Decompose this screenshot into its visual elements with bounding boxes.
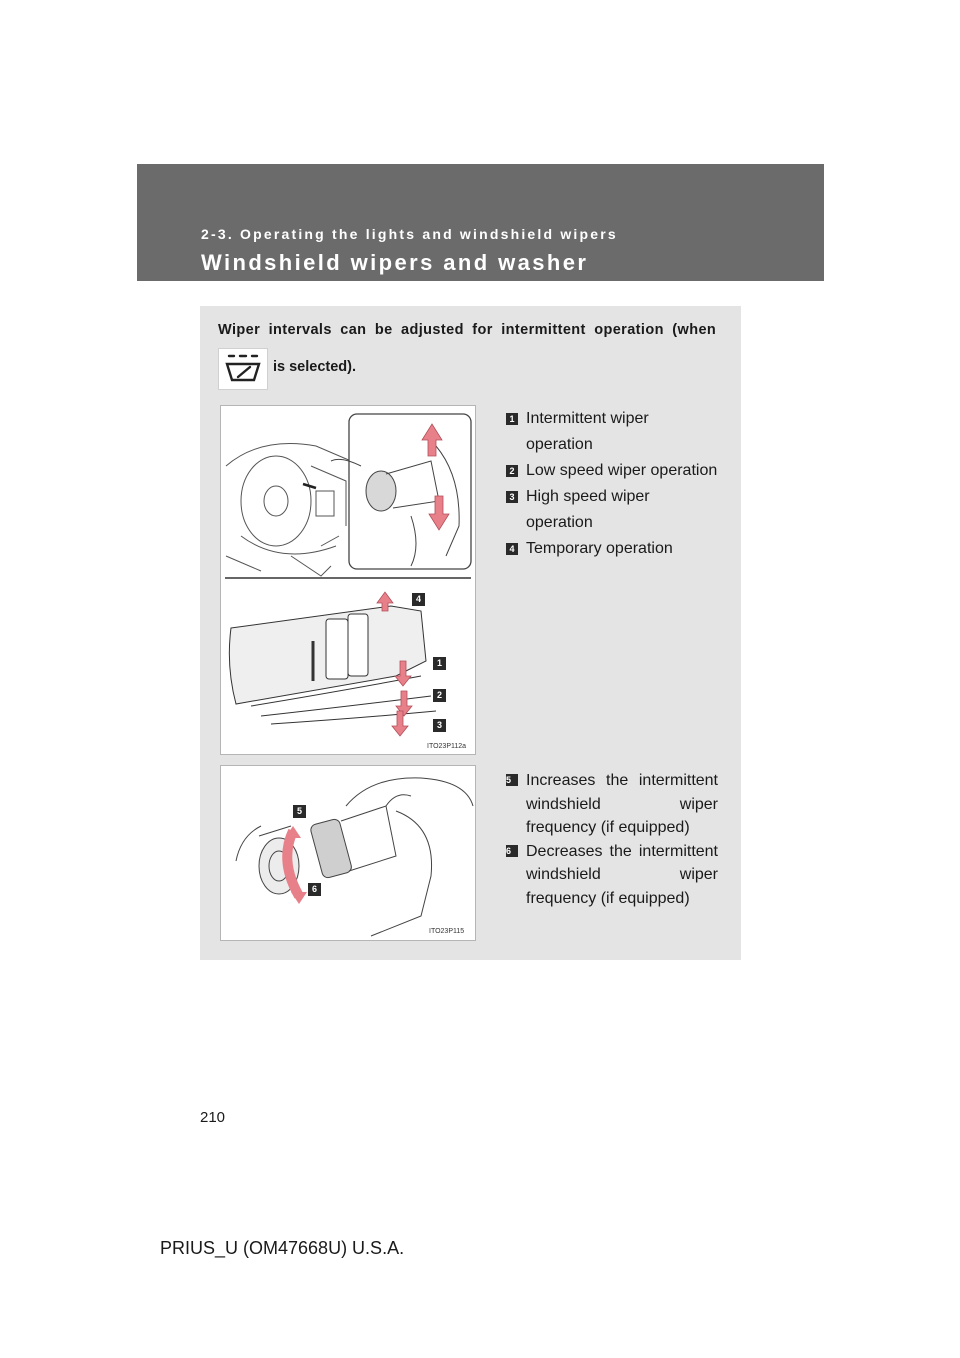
item-number: 4 (506, 543, 518, 555)
item-text: Temporary operation (526, 540, 673, 557)
item-number: 6 (506, 845, 518, 857)
page-title: Windshield wipers and washer (201, 250, 589, 275)
callout-5: 5 (293, 805, 306, 818)
section-label: 2-3. Operating the lights and windshield wipers (201, 226, 618, 242)
item-number: 3 (506, 491, 518, 503)
intro-text-continued: is selected). (273, 359, 357, 375)
list-item (504, 458, 718, 484)
intro-text: Wiper intervals can be adjusted for intermittent operation (when (218, 322, 717, 338)
item-text: Increases the intermittent windshield wiper frequency (if equipped) (526, 772, 718, 836)
item-text: Intermittent wiper operation (526, 410, 649, 453)
item-number: 5 (506, 774, 518, 786)
list-item (504, 406, 718, 458)
footer-model: PRIUS_U (OM47668U) U.S.A. (160, 1238, 405, 1258)
frequency-list (504, 769, 718, 910)
interval-ring-illustration (221, 766, 475, 940)
content-panel (200, 306, 741, 960)
callout-6: 6 (308, 883, 321, 896)
callout-3: 3 (433, 719, 446, 732)
interval-ring-figure (220, 765, 476, 941)
figure-code: ITO23P115 (429, 928, 465, 935)
section-header (137, 164, 824, 281)
list-item (504, 840, 718, 911)
figure-code: ITO23P112a (427, 743, 467, 750)
item-number: 1 (506, 413, 518, 425)
callout-2: 2 (433, 689, 446, 702)
list-item (504, 769, 718, 840)
intermittent-wiper-icon (218, 348, 268, 390)
list-item (504, 536, 718, 562)
callout-4: 4 (412, 593, 425, 606)
list-item (504, 484, 718, 536)
wiper-lever-figure (220, 405, 476, 755)
item-text: High speed wiper operation (526, 488, 650, 531)
item-text: Low speed wiper operation (526, 462, 718, 479)
item-text: Decreases the intermittent windshield wiper frequency (if equipped) (526, 842, 718, 907)
callout-1: 1 (433, 657, 446, 670)
item-number: 2 (506, 465, 518, 477)
wiper-mode-list (504, 406, 718, 562)
page-number: 210 (200, 1109, 226, 1126)
